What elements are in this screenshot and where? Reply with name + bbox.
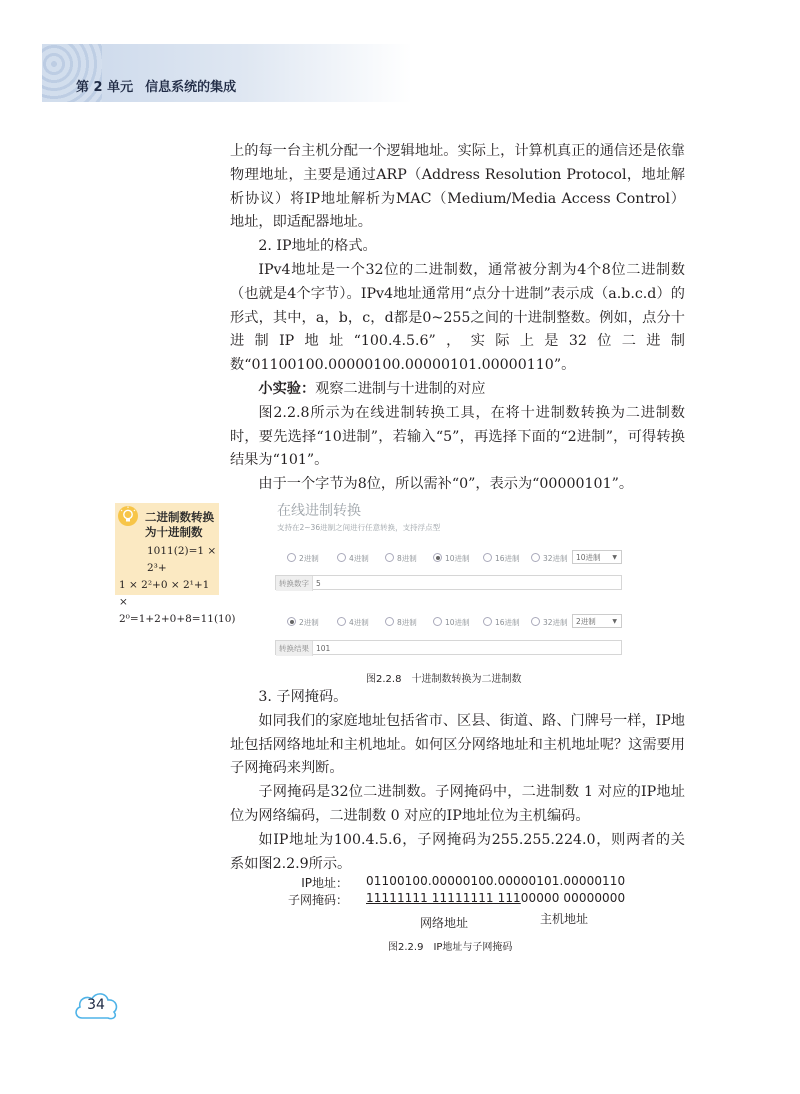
- experiment-text: 观察二进制与十进制的对应: [315, 380, 486, 397]
- page-number-badge: [72, 988, 120, 1022]
- output-radio-16[interactable]: 16进制: [483, 617, 520, 628]
- unit-number: 第 2 单元: [76, 80, 134, 95]
- ip-address-value: 01100100.00000100.00000101.00000110: [366, 874, 626, 888]
- ip-mask-figure: [287, 872, 630, 936]
- converter-title: 在线进制转换: [277, 503, 361, 519]
- paragraph-5: 如同我们的家庭地址包括省市、区县、街道、路、门牌号一样，IP地址包括网络地址和主机地址。如何区分网络地址和主机地址呢？这需要用子网掩码来判断。: [230, 712, 685, 777]
- experiment-label: 小实验：: [258, 380, 316, 397]
- paragraph-6: 子网掩码是32位二进制数。子网掩码中，二进制数 1 对应的IP地址位为网络编码，二进制数 0 对应的IP地址位为主机编码。: [230, 784, 685, 824]
- converter-subtitle: 支持在2~36进制之间进行任意转换，支持浮点型: [277, 523, 441, 532]
- output-base-select[interactable]: 2进制 ▼: [572, 614, 622, 628]
- body-text-lower: [230, 686, 685, 876]
- side-note: [115, 503, 236, 625]
- output-radio-8[interactable]: 8进制: [385, 617, 417, 628]
- input-radio-32[interactable]: 32进制: [531, 553, 568, 564]
- figure-2-2-9-caption: 图2.2.9 IP地址与子网掩码: [388, 942, 513, 953]
- input-number-label: 转换数字: [276, 576, 313, 591]
- input-radio-4[interactable]: 4进制: [337, 553, 369, 564]
- output-result-label: 转换结果: [276, 641, 313, 656]
- paragraph-2: IPv4地址是一个32位的二进制数，通常被分割为4个8位二进制数（也就是4个字节）。IPv4地址通常用“点分十进制”表示成（a.b.c.d）的形式，其中，a，b，c，d都是0~255之间的十进制整数。例如，点分十进制IP地址“100.4.5.6”，实际上是32位二进制数“01100100.00000100.00000101.00000110”。: [230, 261, 685, 374]
- input-number-field[interactable]: [275, 575, 622, 590]
- input-radio-10[interactable]: 10进制: [433, 553, 470, 564]
- base-converter-figure: [270, 496, 640, 661]
- page-number: 34: [87, 997, 105, 1013]
- host-address-tag: 主机地址: [540, 912, 589, 926]
- input-number-value: 5: [316, 579, 321, 588]
- input-radio-8[interactable]: 8进制: [385, 553, 417, 564]
- body-text-upper: [230, 140, 685, 497]
- side-note-formula: [119, 543, 236, 628]
- input-radio-2[interactable]: 2进制: [287, 553, 319, 564]
- figure-2-2-8-caption: 图2.2.8 十进制数转换为二进制数: [366, 674, 522, 685]
- formula-line-1: 1011(2)=1 × 2³+: [147, 545, 217, 574]
- ip-address-label: IP地址：: [301, 876, 348, 890]
- heading-subnet-mask: 3. 子网掩码。: [258, 689, 348, 705]
- output-radio-32[interactable]: 32进制: [531, 617, 568, 628]
- unit-title: 信息系统的集成: [145, 80, 237, 95]
- side-note-title: [145, 510, 214, 540]
- output-radio-2[interactable]: 2进制: [287, 617, 319, 628]
- subnet-mask-value: [366, 891, 625, 905]
- side-note-title-line-2: 为十进制数: [145, 525, 203, 539]
- side-note-title-line-1: 二进制数转换: [145, 510, 214, 524]
- chapter-header: [42, 44, 412, 102]
- experiment-line: [230, 378, 685, 402]
- output-result-value: 101: [316, 644, 331, 653]
- output-result-field: [275, 640, 622, 655]
- output-radio-4[interactable]: 4进制: [337, 617, 369, 628]
- heading-ip-format: 2. IP地址的格式。: [258, 238, 377, 255]
- lightbulb-icon: [117, 505, 139, 527]
- mask-network-bits: 11111111 11111111 111: [366, 891, 521, 905]
- mask-host-bits: 00000 00000000: [520, 891, 626, 905]
- paragraph-4: 由于一个字节为8位，所以需补“0”，表示为“00000101”。: [258, 476, 634, 493]
- paragraph-1: 上的每一台主机分配一个逻辑地址。实际上，计算机真正的通信还是依靠物理地址，主要是通过ARP（Address Resolution Protocol，地址解析协议）将IP地址解析为MAC（Medium/Media Access Control）地址，即适配器地址。: [230, 143, 685, 231]
- chapter-title: [76, 76, 236, 95]
- network-address-tag: 网络地址: [420, 916, 469, 930]
- input-radio-16[interactable]: 16进制: [483, 553, 520, 564]
- formula-line-3: 2⁰=1+2+0+8=11(10): [119, 613, 236, 625]
- subnet-mask-label: 子网掩码：: [287, 893, 348, 907]
- input-base-select[interactable]: 10进制 ▼: [572, 550, 622, 564]
- output-radio-10[interactable]: 10进制: [433, 617, 470, 628]
- paragraph-7: 如IP地址为100.4.5.6，子网掩码为255.255.224.0，则两者的关系如图2.2.9所示。: [230, 831, 685, 872]
- formula-line-2: 1 × 2²+0 × 2¹+1 ×: [119, 579, 210, 608]
- paragraph-3: 图2.2.8所示为在线进制转换工具，在将十进制数转换为二进制数时，要先选择“10进制”，若输入“5”，再选择下面的“2进制”，可得转换结果为“101”。: [230, 404, 685, 469]
